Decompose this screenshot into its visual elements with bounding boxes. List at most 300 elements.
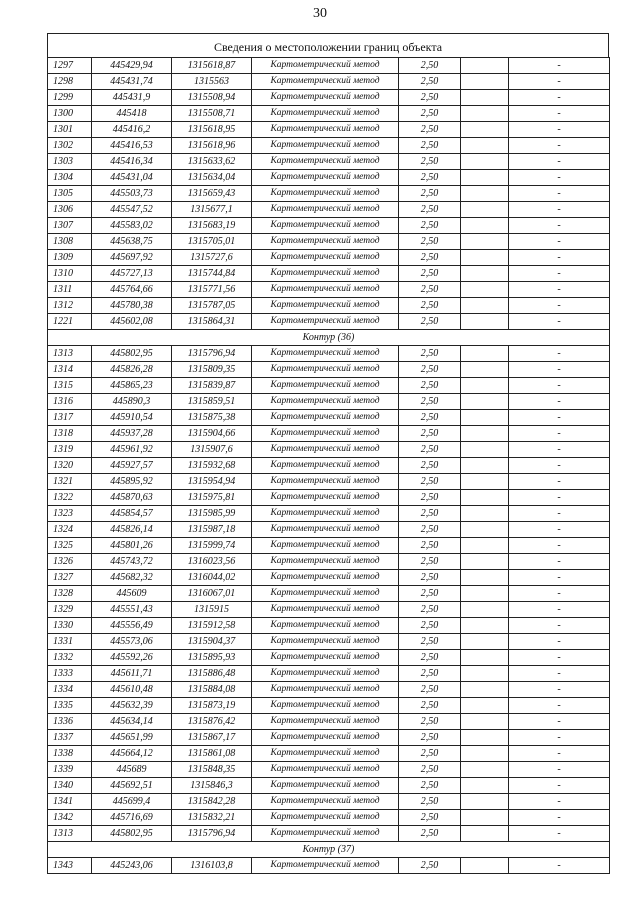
method-cell: Картометрический метод (252, 170, 399, 186)
x-coordinate-cell: 445895,92 (92, 474, 172, 490)
table-row (48, 858, 610, 874)
point-number-cell: 1326 (48, 554, 92, 570)
accuracy-cell: 2,50 (399, 618, 461, 634)
point-number-cell: 1307 (48, 218, 92, 234)
accuracy-cell: 2,50 (399, 634, 461, 650)
method-cell: Картометрический метод (252, 490, 399, 506)
y-coordinate-cell: 1315727,6 (172, 250, 252, 266)
method-cell: Картометрический метод (252, 554, 399, 570)
empty-cell (461, 298, 509, 314)
y-coordinate-cell: 1315876,42 (172, 714, 252, 730)
empty-cell (461, 202, 509, 218)
accuracy-cell: 2,50 (399, 458, 461, 474)
y-coordinate-cell: 1315563 (172, 74, 252, 90)
accuracy-cell: 2,50 (399, 650, 461, 666)
x-coordinate-cell: 445431,04 (92, 170, 172, 186)
x-coordinate-cell: 445697,92 (92, 250, 172, 266)
empty-cell (461, 74, 509, 90)
y-coordinate-cell: 1315987,18 (172, 522, 252, 538)
table-row (48, 218, 610, 234)
accuracy-cell: 2,50 (399, 122, 461, 138)
accuracy-cell: 2,50 (399, 58, 461, 74)
method-cell: Картометрический метод (252, 698, 399, 714)
y-coordinate-cell: 1315842,28 (172, 794, 252, 810)
x-coordinate-cell: 445416,2 (92, 122, 172, 138)
table-row (48, 362, 610, 378)
y-coordinate-cell: 1315884,08 (172, 682, 252, 698)
y-coordinate-cell: 1315915 (172, 602, 252, 618)
accuracy-cell: 2,50 (399, 170, 461, 186)
point-number-cell: 1336 (48, 714, 92, 730)
accuracy-cell: 2,50 (399, 826, 461, 842)
y-coordinate-cell: 1315787,05 (172, 298, 252, 314)
table-row (48, 714, 610, 730)
point-number-cell: 1324 (48, 522, 92, 538)
empty-cell (461, 554, 509, 570)
empty-cell (461, 634, 509, 650)
table-row (48, 778, 610, 794)
x-coordinate-cell: 445910,54 (92, 410, 172, 426)
table-row (48, 410, 610, 426)
method-cell: Картометрический метод (252, 650, 399, 666)
method-cell: Картометрический метод (252, 714, 399, 730)
contour-label: Контур (37) (48, 842, 610, 858)
x-coordinate-cell: 445503,73 (92, 186, 172, 202)
table-row (48, 810, 610, 826)
method-cell: Картометрический метод (252, 90, 399, 106)
y-coordinate-cell: 1315912,58 (172, 618, 252, 634)
x-coordinate-cell: 445826,28 (92, 362, 172, 378)
method-cell: Картометрический метод (252, 538, 399, 554)
x-coordinate-cell: 445429,94 (92, 58, 172, 74)
point-number-cell: 1343 (48, 858, 92, 874)
accuracy-cell: 2,50 (399, 490, 461, 506)
method-cell: Картометрический метод (252, 122, 399, 138)
accuracy-cell: 2,50 (399, 202, 461, 218)
table-row (48, 250, 610, 266)
method-cell: Картометрический метод (252, 378, 399, 394)
empty-cell (461, 730, 509, 746)
method-cell: Картометрический метод (252, 602, 399, 618)
method-cell: Картометрический метод (252, 794, 399, 810)
accuracy-cell: 2,50 (399, 442, 461, 458)
accuracy-cell: 2,50 (399, 90, 461, 106)
accuracy-cell: 2,50 (399, 394, 461, 410)
note-cell: - (509, 522, 610, 538)
method-cell: Картометрический метод (252, 106, 399, 122)
accuracy-cell: 2,50 (399, 250, 461, 266)
note-cell: - (509, 426, 610, 442)
y-coordinate-cell: 1315796,94 (172, 826, 252, 842)
x-coordinate-cell: 445682,32 (92, 570, 172, 586)
x-coordinate-cell: 445780,38 (92, 298, 172, 314)
empty-cell (461, 426, 509, 442)
x-coordinate-cell: 445651,99 (92, 730, 172, 746)
point-number-cell: 1320 (48, 458, 92, 474)
method-cell: Картометрический метод (252, 394, 399, 410)
x-coordinate-cell: 445583,02 (92, 218, 172, 234)
x-coordinate-cell: 445716,69 (92, 810, 172, 826)
table-row (48, 106, 610, 122)
accuracy-cell: 2,50 (399, 426, 461, 442)
point-number-cell: 1319 (48, 442, 92, 458)
y-coordinate-cell: 1315796,94 (172, 346, 252, 362)
empty-cell (461, 666, 509, 682)
table-row (48, 506, 610, 522)
note-cell: - (509, 170, 610, 186)
method-cell: Картометрический метод (252, 810, 399, 826)
point-number-cell: 1308 (48, 234, 92, 250)
point-number-cell: 1302 (48, 138, 92, 154)
x-coordinate-cell: 445689 (92, 762, 172, 778)
note-cell: - (509, 362, 610, 378)
x-coordinate-cell: 445743,72 (92, 554, 172, 570)
accuracy-cell: 2,50 (399, 266, 461, 282)
x-coordinate-cell: 445243,06 (92, 858, 172, 874)
note-cell: - (509, 122, 610, 138)
empty-cell (461, 858, 509, 874)
empty-cell (461, 618, 509, 634)
note-cell: - (509, 74, 610, 90)
empty-cell (461, 794, 509, 810)
y-coordinate-cell: 1315771,56 (172, 282, 252, 298)
note-cell: - (509, 90, 610, 106)
note-cell: - (509, 698, 610, 714)
x-coordinate-cell: 445865,23 (92, 378, 172, 394)
table-row (48, 378, 610, 394)
accuracy-cell: 2,50 (399, 570, 461, 586)
empty-cell (461, 746, 509, 762)
point-number-cell: 1325 (48, 538, 92, 554)
empty-cell (461, 266, 509, 282)
empty-cell (461, 218, 509, 234)
note-cell: - (509, 346, 610, 362)
method-cell: Картометрический метод (252, 282, 399, 298)
x-coordinate-cell: 445551,43 (92, 602, 172, 618)
empty-cell (461, 474, 509, 490)
method-cell: Картометрический метод (252, 218, 399, 234)
method-cell: Картометрический метод (252, 586, 399, 602)
point-number-cell: 1315 (48, 378, 92, 394)
y-coordinate-cell: 1315508,94 (172, 90, 252, 106)
table-row (48, 602, 610, 618)
accuracy-cell: 2,50 (399, 586, 461, 602)
point-number-cell: 1333 (48, 666, 92, 682)
point-number-cell: 1313 (48, 826, 92, 842)
y-coordinate-cell: 1315907,6 (172, 442, 252, 458)
table-row (48, 442, 610, 458)
table-row (48, 650, 610, 666)
y-coordinate-cell: 1316067,01 (172, 586, 252, 602)
method-cell: Картометрический метод (252, 74, 399, 90)
accuracy-cell: 2,50 (399, 186, 461, 202)
y-coordinate-cell: 1316103,8 (172, 858, 252, 874)
empty-cell (461, 378, 509, 394)
empty-cell (461, 698, 509, 714)
method-cell: Картометрический метод (252, 266, 399, 282)
y-coordinate-cell: 1315875,38 (172, 410, 252, 426)
point-number-cell: 1313 (48, 346, 92, 362)
point-number-cell: 1297 (48, 58, 92, 74)
y-coordinate-cell: 1315705,01 (172, 234, 252, 250)
method-cell: Картометрический метод (252, 250, 399, 266)
x-coordinate-cell: 445611,71 (92, 666, 172, 682)
point-number-cell: 1340 (48, 778, 92, 794)
point-number-cell: 1299 (48, 90, 92, 106)
note-cell: - (509, 314, 610, 330)
accuracy-cell: 2,50 (399, 410, 461, 426)
y-coordinate-cell: 1315659,43 (172, 186, 252, 202)
empty-cell (461, 586, 509, 602)
y-coordinate-cell: 1315846,3 (172, 778, 252, 794)
note-cell: - (509, 826, 610, 842)
empty-cell (461, 570, 509, 586)
empty-cell (461, 58, 509, 74)
accuracy-cell: 2,50 (399, 282, 461, 298)
empty-cell (461, 522, 509, 538)
y-coordinate-cell: 1315677,1 (172, 202, 252, 218)
empty-cell (461, 810, 509, 826)
table-row (48, 234, 610, 250)
accuracy-cell: 2,50 (399, 554, 461, 570)
empty-cell (461, 138, 509, 154)
point-number-cell: 1305 (48, 186, 92, 202)
method-cell: Картометрический метод (252, 138, 399, 154)
accuracy-cell: 2,50 (399, 234, 461, 250)
note-cell: - (509, 378, 610, 394)
x-coordinate-cell: 445802,95 (92, 346, 172, 362)
x-coordinate-cell: 445609 (92, 586, 172, 602)
point-number-cell: 1330 (48, 618, 92, 634)
empty-cell (461, 90, 509, 106)
x-coordinate-cell: 445592,26 (92, 650, 172, 666)
empty-cell (461, 394, 509, 410)
method-cell: Картометрический метод (252, 858, 399, 874)
empty-cell (461, 826, 509, 842)
point-number-cell: 1328 (48, 586, 92, 602)
y-coordinate-cell: 1316023,56 (172, 554, 252, 570)
note-cell: - (509, 858, 610, 874)
y-coordinate-cell: 1316044,02 (172, 570, 252, 586)
page-number: 30 (313, 6, 327, 21)
accuracy-cell: 2,50 (399, 378, 461, 394)
y-coordinate-cell: 1315618,96 (172, 138, 252, 154)
x-coordinate-cell: 445431,9 (92, 90, 172, 106)
note-cell: - (509, 154, 610, 170)
table-row (48, 58, 610, 74)
x-coordinate-cell: 445416,34 (92, 154, 172, 170)
y-coordinate-cell: 1315886,48 (172, 666, 252, 682)
method-cell: Картометрический метод (252, 506, 399, 522)
accuracy-cell: 2,50 (399, 778, 461, 794)
coordinates-table (47, 57, 610, 874)
y-coordinate-cell: 1315985,99 (172, 506, 252, 522)
point-number-cell: 1337 (48, 730, 92, 746)
accuracy-cell: 2,50 (399, 746, 461, 762)
method-cell: Картометрический метод (252, 570, 399, 586)
y-coordinate-cell: 1315744,84 (172, 266, 252, 282)
x-coordinate-cell: 445937,28 (92, 426, 172, 442)
table-row (48, 298, 610, 314)
table-row (48, 122, 610, 138)
empty-cell (461, 602, 509, 618)
y-coordinate-cell: 1315618,95 (172, 122, 252, 138)
method-cell: Картометрический метод (252, 234, 399, 250)
point-number-cell: 1331 (48, 634, 92, 650)
empty-cell (461, 346, 509, 362)
x-coordinate-cell: 445416,53 (92, 138, 172, 154)
x-coordinate-cell: 445826,14 (92, 522, 172, 538)
accuracy-cell: 2,50 (399, 298, 461, 314)
contour-label: Контур (36) (48, 330, 610, 346)
empty-cell (461, 490, 509, 506)
point-number-cell: 1339 (48, 762, 92, 778)
point-number-cell: 1341 (48, 794, 92, 810)
note-cell: - (509, 634, 610, 650)
point-number-cell: 1342 (48, 810, 92, 826)
method-cell: Картометрический метод (252, 202, 399, 218)
empty-cell (461, 170, 509, 186)
accuracy-cell: 2,50 (399, 810, 461, 826)
point-number-cell: 1332 (48, 650, 92, 666)
note-cell: - (509, 458, 610, 474)
note-cell: - (509, 506, 610, 522)
point-number-cell: 1323 (48, 506, 92, 522)
point-number-cell: 1334 (48, 682, 92, 698)
note-cell: - (509, 762, 610, 778)
point-number-cell: 1306 (48, 202, 92, 218)
note-cell: - (509, 810, 610, 826)
accuracy-cell: 2,50 (399, 762, 461, 778)
point-number-cell: 1338 (48, 746, 92, 762)
accuracy-cell: 2,50 (399, 138, 461, 154)
y-coordinate-cell: 1315954,94 (172, 474, 252, 490)
x-coordinate-cell: 445927,57 (92, 458, 172, 474)
method-cell: Картометрический метод (252, 474, 399, 490)
y-coordinate-cell: 1315683,19 (172, 218, 252, 234)
method-cell: Картометрический метод (252, 314, 399, 330)
method-cell: Картометрический метод (252, 186, 399, 202)
accuracy-cell: 2,50 (399, 106, 461, 122)
empty-cell (461, 234, 509, 250)
note-cell: - (509, 202, 610, 218)
y-coordinate-cell: 1315975,81 (172, 490, 252, 506)
accuracy-cell: 2,50 (399, 346, 461, 362)
point-number-cell: 1309 (48, 250, 92, 266)
table-row (48, 490, 610, 506)
table-row (48, 314, 610, 330)
x-coordinate-cell: 445764,66 (92, 282, 172, 298)
x-coordinate-cell: 445547,52 (92, 202, 172, 218)
note-cell: - (509, 650, 610, 666)
table-row (48, 762, 610, 778)
point-number-cell: 1329 (48, 602, 92, 618)
y-coordinate-cell: 1315859,51 (172, 394, 252, 410)
x-coordinate-cell: 445890,3 (92, 394, 172, 410)
y-coordinate-cell: 1315999,74 (172, 538, 252, 554)
y-coordinate-cell: 1315809,35 (172, 362, 252, 378)
method-cell: Картометрический метод (252, 410, 399, 426)
x-coordinate-cell: 445634,14 (92, 714, 172, 730)
empty-cell (461, 362, 509, 378)
x-coordinate-cell: 445801,26 (92, 538, 172, 554)
method-cell: Картометрический метод (252, 682, 399, 698)
table-row (48, 826, 610, 842)
empty-cell (461, 778, 509, 794)
table-row (48, 698, 610, 714)
accuracy-cell: 2,50 (399, 730, 461, 746)
table-row (48, 570, 610, 586)
accuracy-cell: 2,50 (399, 154, 461, 170)
empty-cell (461, 714, 509, 730)
y-coordinate-cell: 1315618,87 (172, 58, 252, 74)
point-number-cell: 1327 (48, 570, 92, 586)
method-cell: Картометрический метод (252, 634, 399, 650)
table-row (48, 202, 610, 218)
x-coordinate-cell: 445664,12 (92, 746, 172, 762)
y-coordinate-cell: 1315864,31 (172, 314, 252, 330)
point-number-cell: 1321 (48, 474, 92, 490)
accuracy-cell: 2,50 (399, 698, 461, 714)
x-coordinate-cell: 445573,06 (92, 634, 172, 650)
y-coordinate-cell: 1315634,04 (172, 170, 252, 186)
point-number-cell: 1316 (48, 394, 92, 410)
point-number-cell: 1322 (48, 490, 92, 506)
x-coordinate-cell: 445632,39 (92, 698, 172, 714)
accuracy-cell: 2,50 (399, 538, 461, 554)
note-cell: - (509, 250, 610, 266)
point-number-cell: 1303 (48, 154, 92, 170)
accuracy-cell: 2,50 (399, 474, 461, 490)
method-cell: Картометрический метод (252, 346, 399, 362)
note-cell: - (509, 714, 610, 730)
method-cell: Картометрический метод (252, 426, 399, 442)
method-cell: Картометрический метод (252, 58, 399, 74)
coordinates-table-body (48, 58, 610, 874)
method-cell: Картометрический метод (252, 826, 399, 842)
note-cell: - (509, 618, 610, 634)
y-coordinate-cell: 1315904,66 (172, 426, 252, 442)
y-coordinate-cell: 1315839,87 (172, 378, 252, 394)
y-coordinate-cell: 1315932,68 (172, 458, 252, 474)
table-row (48, 634, 610, 650)
method-cell: Картометрический метод (252, 746, 399, 762)
method-cell: Картометрический метод (252, 666, 399, 682)
note-cell: - (509, 602, 610, 618)
table-row (48, 154, 610, 170)
table-row (48, 186, 610, 202)
accuracy-cell: 2,50 (399, 714, 461, 730)
note-cell: - (509, 394, 610, 410)
contour-section-row (48, 330, 610, 346)
note-cell: - (509, 666, 610, 682)
method-cell: Картометрический метод (252, 154, 399, 170)
y-coordinate-cell: 1315848,35 (172, 762, 252, 778)
note-cell: - (509, 234, 610, 250)
note-cell: - (509, 554, 610, 570)
empty-cell (461, 186, 509, 202)
x-coordinate-cell: 445961,92 (92, 442, 172, 458)
method-cell: Картометрический метод (252, 522, 399, 538)
empty-cell (461, 314, 509, 330)
table-title: Сведения о местоположении границ объекта (47, 33, 609, 57)
empty-cell (461, 282, 509, 298)
point-number-cell: 1301 (48, 122, 92, 138)
method-cell: Картометрический метод (252, 618, 399, 634)
x-coordinate-cell: 445699,4 (92, 794, 172, 810)
y-coordinate-cell: 1315633,62 (172, 154, 252, 170)
note-cell: - (509, 442, 610, 458)
